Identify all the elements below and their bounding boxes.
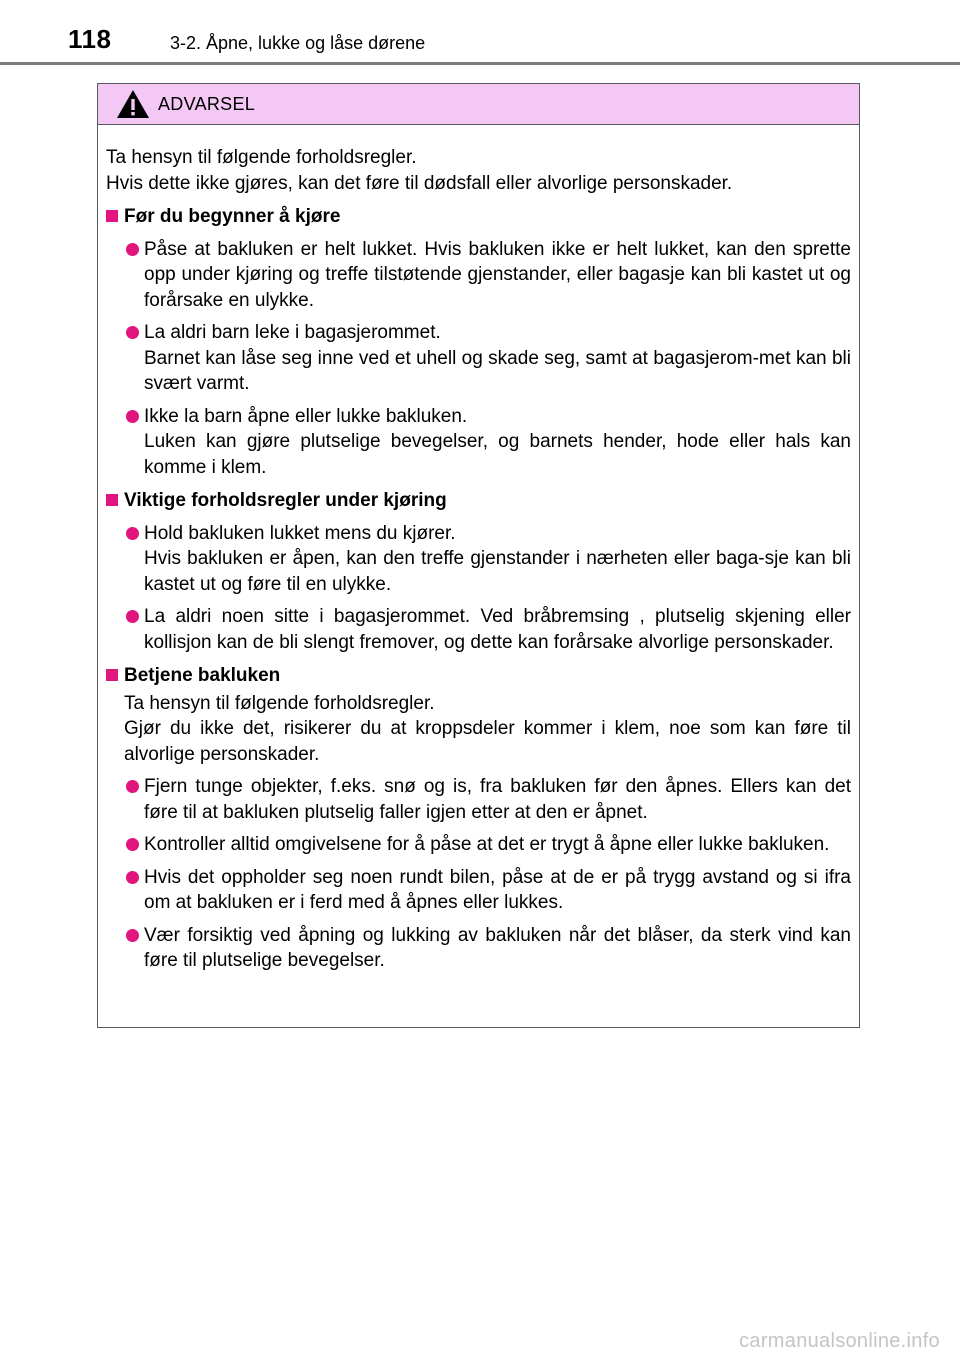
- round-bullet-icon: [126, 610, 139, 623]
- bullet-text: Kontroller alltid omgivelsene for å påse at det er trygt å åpne eller lukke bakluken.: [144, 834, 830, 855]
- warning-body: [98, 125, 859, 974]
- bullet-item: [106, 404, 851, 481]
- round-bullet-icon: [126, 929, 139, 942]
- bullet-item: [106, 604, 851, 655]
- section-intro: [106, 691, 851, 768]
- bullet-item: [106, 237, 851, 314]
- round-bullet-icon: [126, 838, 139, 851]
- bullet-item: [106, 521, 851, 598]
- intro-line: Ta hensyn til følgende forholdsregler.: [106, 147, 417, 168]
- section-intro-line: Gjør du ikke det, risikerer du at kroppsdeler kommer i klem, noe som kan føre til alvorlige personskader.: [124, 718, 851, 765]
- bullet-item: [106, 774, 851, 825]
- warning-header: [98, 84, 859, 125]
- section-title-text: Viktige forholdsregler under kjøring: [124, 490, 447, 511]
- round-bullet-icon: [126, 871, 139, 884]
- section-title: 3-2. Åpne, lukke og låse dørene: [170, 33, 426, 53]
- round-bullet-icon: [126, 326, 139, 339]
- intro-line: Hvis dette ikke gjøres, kan det føre til dødsfall eller alvorlige personskader.: [106, 172, 733, 194]
- section-heading: [106, 663, 851, 689]
- section-title-text: Betjene bakluken: [124, 665, 281, 686]
- bullet-item: [106, 320, 851, 397]
- bullet-text: La aldri barn leke i bagasjerommet.: [144, 322, 441, 343]
- section-intro-line: Ta hensyn til følgende forholdsregler.: [124, 692, 435, 714]
- bullet-item: [106, 865, 851, 916]
- section-title-text: Før du begynner å kjøre: [124, 206, 341, 227]
- warning-sections: [106, 204, 851, 974]
- section-heading: [106, 204, 851, 230]
- square-bullet-icon: [106, 494, 118, 506]
- round-bullet-icon: [126, 527, 139, 540]
- bullet-text: Hold bakluken lukket mens du kjører.: [144, 522, 456, 544]
- warning-box: [97, 83, 860, 1028]
- warning-triangle-icon: [116, 89, 150, 119]
- section-heading: [106, 488, 851, 514]
- round-bullet-icon: [126, 243, 139, 256]
- watermark: carmanualsonline.info: [739, 1330, 940, 1352]
- page-header: [0, 0, 960, 64]
- bullet-text: Hvis bakluken er åpen, kan den treffe gjenstander i nærheten eller baga-sje kan bli kastet ut og føre til en ulykke.: [144, 548, 851, 595]
- bullet-text: Luken kan gjøre plutselige bevegelser, og barnets hender, hode eller hals kan komme i klem.: [144, 431, 851, 478]
- bullet-text: Påse at bakluken er helt lukket. Hvis bakluken ikke er helt lukket, kan den sprette opp under kjøring og treffe tilstøtende gjenstander, eller bagasje kan bli kastet ut og forårsake en ulykke.: [144, 238, 851, 311]
- bullet-item: [106, 923, 851, 974]
- round-bullet-icon: [126, 410, 139, 423]
- round-bullet-icon: [126, 780, 139, 793]
- warning-label: ADVARSEL: [158, 94, 256, 114]
- page-number: 118: [68, 24, 112, 54]
- bullet-text: Hvis det oppholder seg noen rundt bilen, påse at de er på trygg avstand og si ifra om at bakluken er i ferd med å åpnes eller lukkes.: [144, 866, 851, 913]
- bullet-text: Barnet kan låse seg inne ved et uhell og skade seg, samt at bagasjerom-met kan bli svært varmt.: [144, 347, 851, 394]
- bullet-text: La aldri noen sitte i bagasjerommet. Ved bråbremsing , plutselig skjening eller kollisjon kan de bli slengt fremover, og dette kan forårsake alvorlige personskader.: [144, 606, 851, 653]
- bullet-item: [106, 832, 851, 858]
- warning-intro: [106, 145, 851, 196]
- square-bullet-icon: [106, 210, 118, 222]
- bullet-text: Fjern tunge objekter, f.eks. snø og is, fra bakluken før den åpnes. Ellers kan det føre til at bakluken plutselig faller igjen etter at den er åpnet.: [144, 776, 851, 823]
- header-rule: [0, 62, 960, 65]
- bullet-text: Ikke la barn åpne eller lukke bakluken.: [144, 405, 468, 427]
- square-bullet-icon: [106, 669, 118, 681]
- bullet-text: Vær forsiktig ved åpning og lukking av bakluken når det blåser, da sterk vind kan føre til plutselige bevegelser.: [144, 924, 851, 971]
